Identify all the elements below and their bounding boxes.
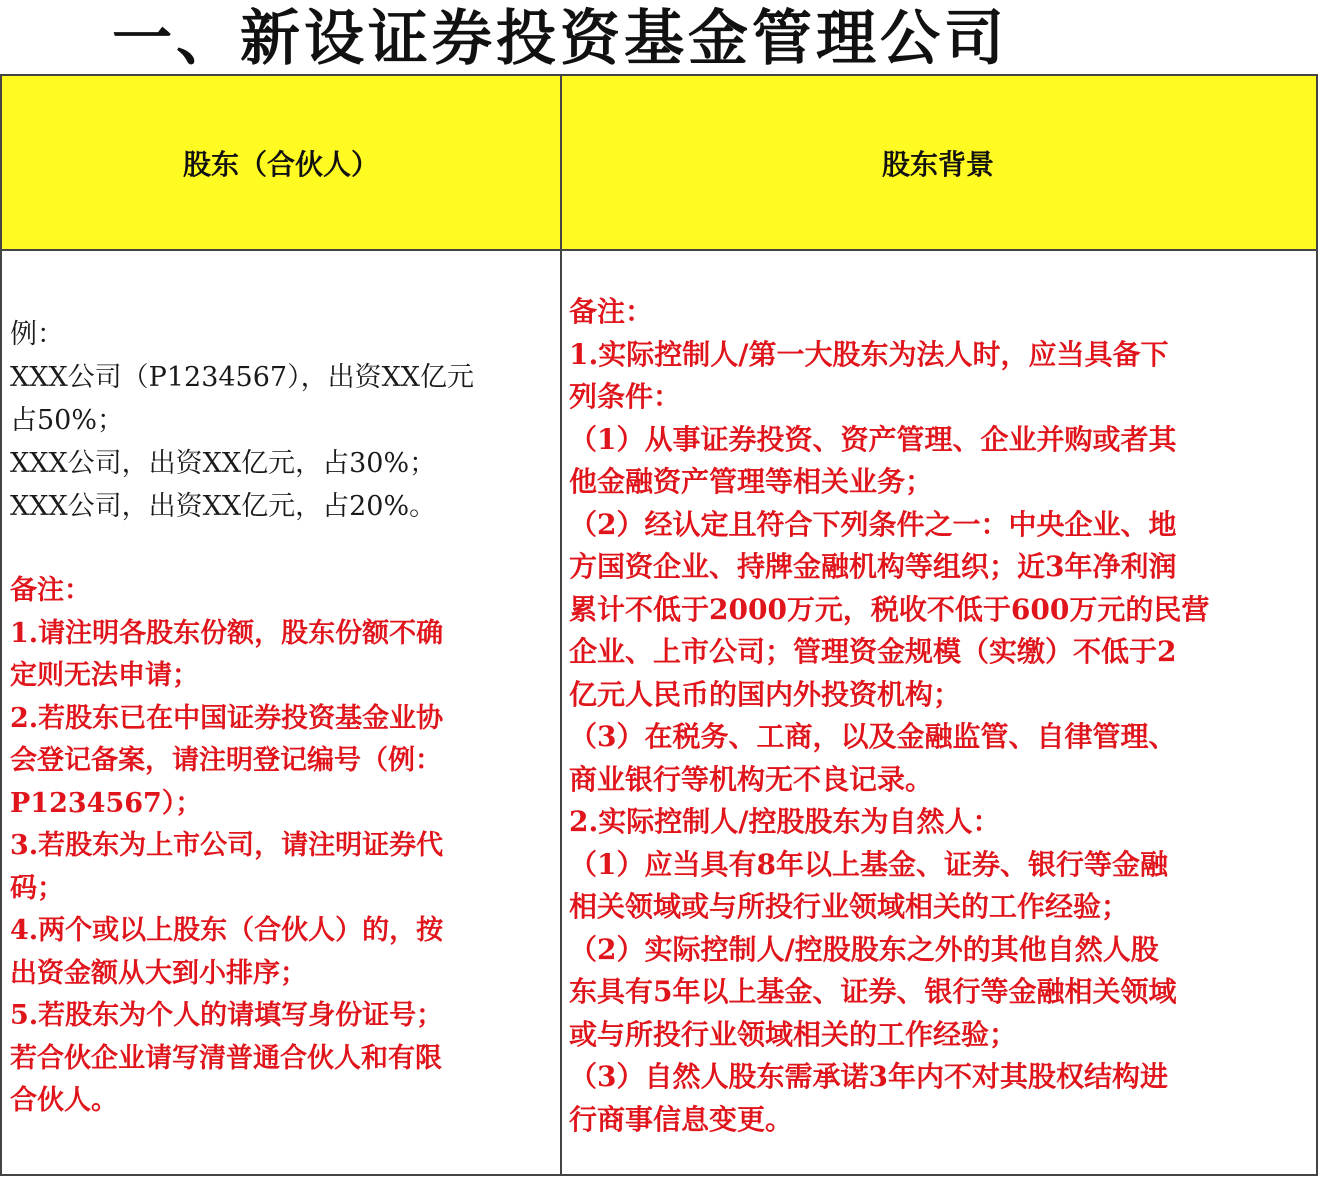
column-divider	[560, 76, 562, 1174]
header-shareholder-background: 股东背景	[881, 147, 994, 181]
note-line: P1234567）；	[10, 787, 203, 819]
note-line: 企业、上市公司；管理资金规模（实缴）不低于2	[569, 635, 1177, 668]
note-line: 5.若股东为个人的请填写身份证号；	[10, 1000, 444, 1031]
table-header-row	[2, 76, 1316, 251]
note-line: 2.实际控制人/控股股东为自然人：	[569, 805, 1001, 838]
note-line: 备注：	[10, 575, 91, 606]
note-line: 方国资企业、持牌金融机构等组织；近3年净利润	[569, 550, 1177, 583]
example-line: XXX公司，出资XX亿元，占20%。	[10, 491, 437, 522]
note-line: 1.请注明各股东份额，股东份额不确	[10, 617, 444, 649]
note-line: （2）经认定且符合下列条件之一：中央企业、地	[569, 507, 1177, 541]
background-cell	[569, 291, 1309, 1141]
example-block	[10, 313, 556, 528]
note-line: （1）应当具有8年以上基金、证券、银行等金融	[569, 847, 1168, 881]
example-line: XXX公司，出资XX亿元，占30%；	[10, 448, 437, 479]
note-line: 出资金额从大到小排序；	[10, 957, 307, 989]
note-line: （3）自然人股东需承诺3年内不对其股权结构进	[569, 1060, 1168, 1093]
note-line: 4.两个或以上股东（合伙人）的，按	[10, 915, 444, 946]
note-line: 列条件：	[569, 380, 682, 413]
note-line: 他金融资产管理等相关业务；	[569, 465, 934, 498]
note-line: （2）实际控制人/控股股东之外的其他自然人股	[569, 932, 1159, 966]
background-notes	[569, 291, 1309, 1141]
note-line: 东具有5年以上基金、证券、银行等金融相关领域	[569, 975, 1177, 1008]
note-line: 合伙人。	[10, 1085, 118, 1116]
header-shareholder: 股东（合伙人）	[182, 147, 379, 181]
note-line: 或与所投行业领域相关的工作经验；	[569, 1017, 1018, 1051]
note-line: 亿元人民币的国内外投资机构；	[569, 677, 962, 711]
note-line: 行商事信息变更。	[569, 1102, 794, 1136]
note-line: 相关领域或与所投行业领域相关的工作经验；	[569, 890, 1130, 923]
info-table	[0, 74, 1318, 1176]
note-line: 码；	[10, 872, 64, 904]
shareholder-cell	[10, 313, 556, 1123]
note-line: 1.实际控制人/第一大股东为法人时，应当具备下	[569, 337, 1169, 371]
note-line: 商业银行等机构无不良记录。	[569, 762, 934, 796]
note-line: 备注：	[569, 295, 654, 328]
note-line: 累计不低于2000万元，税收不低于600万元的民营	[569, 592, 1210, 626]
shareholder-notes	[10, 570, 556, 1123]
example-line: 占50%；	[10, 405, 125, 436]
example-line: XXX公司（P1234567），出资XX亿元	[10, 362, 475, 393]
note-line: （1）从事证券投资、资产管理、企业并购或者其	[569, 422, 1177, 456]
note-line: （3）在税务、工商，以及金融监管、自律管理、	[569, 720, 1177, 753]
example-line: 例：	[10, 319, 64, 350]
note-line: 3.若股东为上市公司，请注明证券代	[10, 830, 444, 861]
note-line: 若合伙企业请写清普通合伙人和有限	[10, 1042, 442, 1074]
note-line: 2.若股东已在中国证券投资基金业协	[10, 702, 444, 734]
note-line: 会登记备案，请注明登记编号（例：	[10, 745, 442, 776]
note-line: 定则无法申请；	[10, 660, 199, 691]
page-title: 一、新设证券投资基金管理公司	[112, 4, 1008, 74]
